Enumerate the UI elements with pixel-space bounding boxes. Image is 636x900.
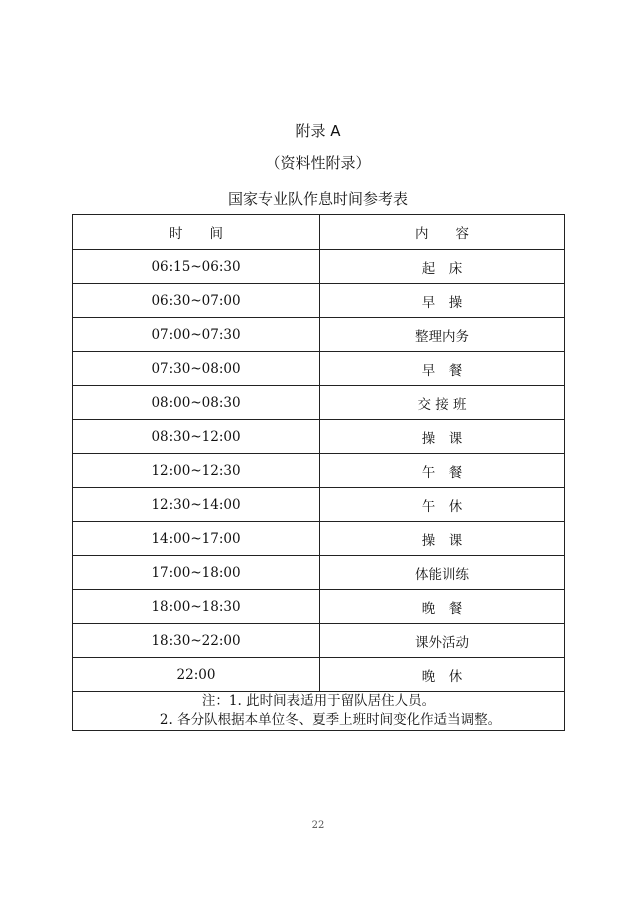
appendix-subheading: （资料性附录）	[265, 154, 371, 172]
table-row	[73, 454, 565, 488]
table-row	[73, 488, 565, 522]
table-row	[73, 522, 565, 556]
table-row	[73, 624, 565, 658]
table-row	[73, 590, 565, 624]
content-cell: 操 课	[320, 522, 565, 556]
time-cell: 14:00~17:00	[73, 522, 320, 556]
content-cell: 晚 餐	[320, 590, 565, 624]
time-cell: 08:30~12:00	[73, 420, 320, 454]
note-line-1: 注：1. 此时间表适用于留队居住人员。	[201, 693, 436, 709]
time-cell: 07:00~07:30	[73, 318, 320, 352]
time-cell: 12:30~14:00	[73, 488, 320, 522]
table-row	[73, 352, 565, 386]
table-header-row	[73, 215, 565, 250]
content-cell: 整理内务	[320, 318, 565, 352]
time-cell: 07:30~08:00	[73, 352, 320, 386]
table-row	[73, 420, 565, 454]
table-row	[73, 556, 565, 590]
time-cell: 06:15~06:30	[73, 250, 320, 284]
appendix-heading: 附录 A	[295, 122, 341, 140]
table-row	[73, 250, 565, 284]
table-row	[73, 658, 565, 692]
content-cell: 晚 休	[320, 658, 565, 692]
content-cell: 早 餐	[320, 352, 565, 386]
time-cell: 06:30~07:00	[73, 284, 320, 318]
content-cell: 午 餐	[320, 454, 565, 488]
column-header-content: 内 容	[320, 215, 565, 250]
column-header-time: 时 间	[73, 215, 320, 250]
notes-cell	[73, 692, 565, 731]
table-row	[73, 284, 565, 318]
content-cell: 午 休	[320, 488, 565, 522]
time-cell: 18:00~18:30	[73, 590, 320, 624]
content-cell: 操 课	[320, 420, 565, 454]
time-cell: 18:30~22:00	[73, 624, 320, 658]
table-row	[73, 318, 565, 352]
time-cell: 08:00~08:30	[73, 386, 320, 420]
notes-row	[73, 692, 565, 731]
content-cell: 早 操	[320, 284, 565, 318]
time-cell: 12:00~12:30	[73, 454, 320, 488]
time-cell: 22:00	[73, 658, 320, 692]
content-cell: 交 接 班	[320, 386, 565, 420]
schedule-table	[72, 214, 565, 731]
content-cell: 起 床	[320, 250, 565, 284]
content-cell: 课外活动	[320, 624, 565, 658]
page-number: 22	[311, 820, 325, 831]
note-line-2: 2. 各分队根据本单位冬、夏季上班时间变化作适当调整。	[159, 712, 502, 728]
content-cell: 体能训练	[320, 556, 565, 590]
table-row	[73, 386, 565, 420]
table-title: 国家专业队作息时间参考表	[227, 190, 408, 208]
time-cell: 17:00~18:00	[73, 556, 320, 590]
